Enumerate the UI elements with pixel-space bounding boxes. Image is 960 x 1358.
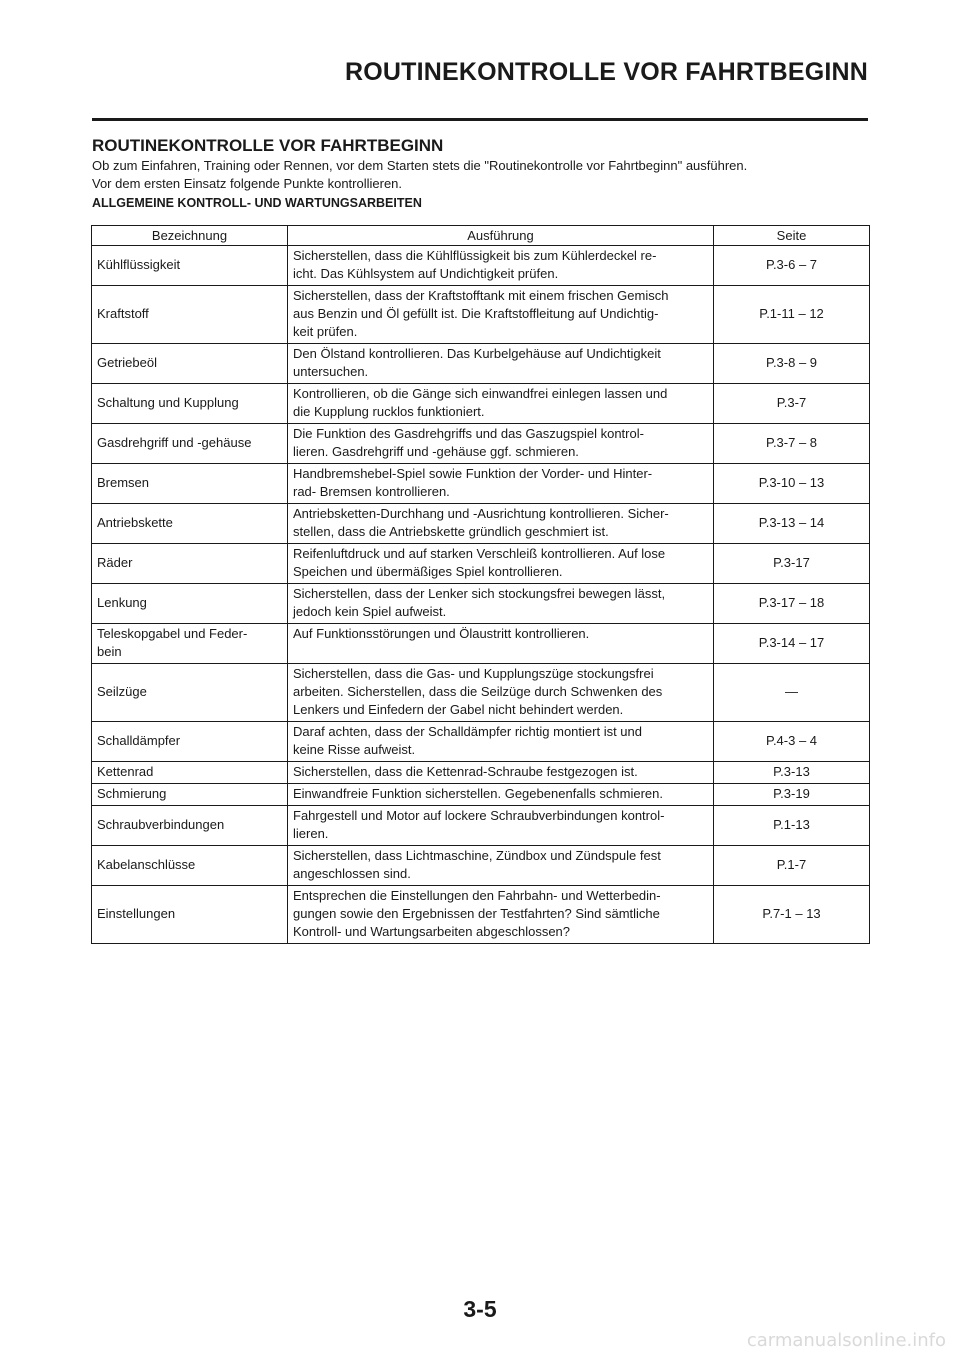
- cell-line: Antriebsketten-Durchhang und -Ausrichtung kontrollieren. Sicher-: [293, 506, 669, 521]
- cell-line: bein: [97, 644, 122, 659]
- cell-line: die Kupplung rucklos funktioniert.: [293, 404, 485, 419]
- cell-line: Speichen und übermäßiges Spiel kontrollieren.: [293, 564, 563, 579]
- cell-line: Sicherstellen, dass der Lenker sich stockungsfrei bewegen lässt,: [293, 586, 666, 601]
- table-row: [92, 722, 870, 762]
- cell-ausfuehrung: [288, 464, 714, 504]
- cell-seite: P.1-13: [714, 806, 870, 846]
- table-row: [92, 286, 870, 344]
- cell-line: Schaltung und Kupplung: [97, 395, 239, 410]
- cell-seite: P.1-11 – 12: [714, 286, 870, 344]
- cell-line: Fahrgestell und Motor auf lockere Schraubverbindungen kontrol-: [293, 808, 665, 823]
- intro-text: [92, 157, 868, 193]
- maintenance-table: [91, 225, 870, 944]
- cell-line: Daraf achten, dass der Schalldämpfer richtig montiert ist und: [293, 724, 643, 739]
- intro-line: Ob zum Einfahren, Training oder Rennen, vor dem Starten stets die "Routinekontrolle vor Fahrtbeginn" ausführen.: [92, 158, 748, 173]
- table-row: [92, 806, 870, 846]
- cell-line: Sicherstellen, dass die Gas- und Kupplungszüge stockungsfrei: [293, 666, 654, 681]
- column-header-seite: Seite: [714, 226, 870, 246]
- table-row: [92, 784, 870, 806]
- cell-line: Reifenluftdruck und auf starken Verschleiß kontrollieren. Auf lose: [293, 546, 666, 561]
- cell-line: Seilzüge: [97, 684, 147, 699]
- cell-line: Getriebeöl: [97, 355, 157, 370]
- cell-ausfuehrung: [288, 722, 714, 762]
- cell-seite: P.3-19: [714, 784, 870, 806]
- cell-line: lieren. Gasdrehgriff und -gehäuse ggf. schmieren.: [293, 444, 579, 459]
- cell-seite: P.3-8 – 9: [714, 344, 870, 384]
- watermark: carmanualsonline.info: [746, 1330, 946, 1351]
- cell-line: Sicherstellen, dass die Kettenrad-Schraube festgezogen ist.: [293, 764, 638, 779]
- cell-line: keine Risse aufweist.: [293, 742, 416, 757]
- cell-seite: —: [714, 664, 870, 722]
- cell-line: jedoch kein Spiel aufweist.: [293, 604, 447, 619]
- cell-line: Sicherstellen, dass Lichtmaschine, Zündbox und Zündspule fest: [293, 848, 661, 863]
- table-header-row: [92, 226, 870, 246]
- cell-bezeichnung: [92, 584, 288, 624]
- table-row: [92, 344, 870, 384]
- page-number: 3-5: [463, 1296, 497, 1322]
- cell-line: Kontroll- und Wartungsarbeiten abgeschlossen?: [293, 924, 571, 939]
- cell-line: rad- Bremsen kontrollieren.: [293, 484, 450, 499]
- cell-line: Schalldämpfer: [97, 733, 181, 748]
- cell-line: Handbremshebel-Spiel sowie Funktion der Vorder- und Hinter-: [293, 466, 653, 481]
- cell-seite: P.3-17 – 18: [714, 584, 870, 624]
- cell-line: untersuchen.: [293, 364, 369, 379]
- cell-line: Die Funktion des Gasdrehgriffs und das Gaszugspiel kontrol-: [293, 426, 644, 441]
- cell-line: Einwandfreie Funktion sicherstellen. Gegebenenfalls schmieren.: [293, 786, 663, 801]
- cell-line: arbeiten. Sicherstellen, dass die Seilzüge durch Schwenken des: [293, 684, 663, 699]
- cell-ausfuehrung: [288, 504, 714, 544]
- cell-bezeichnung: [92, 286, 288, 344]
- cell-line: Kettenrad: [97, 764, 154, 779]
- cell-bezeichnung: [92, 886, 288, 944]
- cell-line: icht. Das Kühlsystem auf Undichtigkeit prüfen.: [293, 266, 559, 281]
- cell-bezeichnung: [92, 664, 288, 722]
- cell-line: Räder: [97, 555, 133, 570]
- cell-bezeichnung: [92, 504, 288, 544]
- header-divider: [92, 118, 868, 121]
- cell-line: Kraftstoff: [97, 306, 149, 321]
- cell-ausfuehrung: [288, 246, 714, 286]
- subsection-title: ALLGEMEINE KONTROLL- UND WARTUNGSARBEITEN: [92, 196, 422, 210]
- cell-bezeichnung: [92, 424, 288, 464]
- cell-ausfuehrung: [288, 846, 714, 886]
- table-row: [92, 664, 870, 722]
- cell-line: Einstellungen: [97, 906, 176, 921]
- cell-seite: P.3-10 – 13: [714, 464, 870, 504]
- cell-line: Sicherstellen, dass der Kraftstofftank mit einem frischen Gemisch: [293, 288, 669, 303]
- table-row: [92, 504, 870, 544]
- cell-line: aus Benzin und Öl gefüllt ist. Die Kraftstoffleitung auf Undichtig-: [293, 306, 659, 321]
- cell-seite: P.7-1 – 13: [714, 886, 870, 944]
- page-header-title: ROUTINEKONTROLLE VOR FAHRTBEGINN: [344, 58, 868, 86]
- intro-line: Vor dem ersten Einsatz folgende Punkte kontrollieren.: [92, 176, 403, 191]
- cell-ausfuehrung: [288, 584, 714, 624]
- table-body: [92, 246, 870, 944]
- cell-ausfuehrung: [288, 664, 714, 722]
- table-row: [92, 384, 870, 424]
- cell-seite: P.3-13 – 14: [714, 504, 870, 544]
- cell-ausfuehrung: [288, 344, 714, 384]
- cell-line: keit prüfen.: [293, 324, 358, 339]
- cell-bezeichnung: [92, 762, 288, 784]
- cell-ausfuehrung: [288, 762, 714, 784]
- cell-seite: P.1-7: [714, 846, 870, 886]
- cell-ausfuehrung: [288, 624, 714, 664]
- table-row: [92, 762, 870, 784]
- cell-line: Schmierung: [97, 786, 167, 801]
- cell-line: Kontrollieren, ob die Gänge sich einwandfrei einlegen lassen und: [293, 386, 668, 401]
- cell-line: stellen, dass die Antriebskette gründlich geschmiert ist.: [293, 524, 609, 539]
- cell-bezeichnung: [92, 246, 288, 286]
- cell-line: Kühlflüssigkeit: [97, 257, 181, 272]
- cell-bezeichnung: [92, 464, 288, 504]
- cell-line: Antriebskette: [97, 515, 173, 530]
- cell-seite: P.3-7: [714, 384, 870, 424]
- cell-bezeichnung: [92, 846, 288, 886]
- cell-line: Lenkung: [97, 595, 147, 610]
- section-title: ROUTINEKONTROLLE VOR FAHRTBEGINN: [92, 136, 444, 155]
- cell-line: Entsprechen die Einstellungen den Fahrbahn- und Wetterbedin-: [293, 888, 661, 903]
- cell-ausfuehrung: [288, 886, 714, 944]
- table-row: [92, 424, 870, 464]
- cell-bezeichnung: [92, 544, 288, 584]
- cell-line: gungen sowie den Ergebnissen der Testfahrten? Sind sämtliche: [293, 906, 660, 921]
- cell-line: Kabelanschlüsse: [97, 857, 196, 872]
- table-row: [92, 886, 870, 944]
- cell-ausfuehrung: [288, 384, 714, 424]
- cell-bezeichnung: [92, 384, 288, 424]
- table-row: [92, 246, 870, 286]
- cell-seite: P.4-3 – 4: [714, 722, 870, 762]
- cell-ausfuehrung: [288, 286, 714, 344]
- table-row: [92, 624, 870, 664]
- cell-seite: P.3-7 – 8: [714, 424, 870, 464]
- cell-line: Gasdrehgriff und -gehäuse: [97, 435, 252, 450]
- table-row: [92, 846, 870, 886]
- cell-line: Schraubverbindungen: [97, 817, 225, 832]
- cell-line: Bremsen: [97, 475, 150, 490]
- cell-ausfuehrung: [288, 806, 714, 846]
- cell-bezeichnung: [92, 722, 288, 762]
- cell-seite: P.3-17: [714, 544, 870, 584]
- cell-line: Den Ölstand kontrollieren. Das Kurbelgehäuse auf Undichtigkeit: [293, 346, 661, 361]
- cell-line: lieren.: [293, 826, 329, 841]
- cell-ausfuehrung: [288, 784, 714, 806]
- cell-seite: P.3-14 – 17: [714, 624, 870, 664]
- cell-bezeichnung: [92, 344, 288, 384]
- column-header-bezeichnung: Bezeichnung: [92, 226, 288, 246]
- cell-seite: P.3-6 – 7: [714, 246, 870, 286]
- cell-bezeichnung: [92, 624, 288, 664]
- cell-seite: P.3-13: [714, 762, 870, 784]
- column-header-ausfuehrung: Ausführung: [288, 226, 714, 246]
- table-row: [92, 544, 870, 584]
- cell-bezeichnung: [92, 784, 288, 806]
- cell-line: Sicherstellen, dass die Kühlflüssigkeit bis zum Kühlerdeckel re-: [293, 248, 657, 263]
- table-row: [92, 464, 870, 504]
- cell-ausfuehrung: [288, 424, 714, 464]
- cell-ausfuehrung: [288, 544, 714, 584]
- cell-line: Auf Funktionsstörungen und Ölaustritt kontrollieren.: [293, 626, 590, 641]
- cell-line: Lenkers und Einfedern der Gabel nicht behindert werden.: [293, 702, 624, 717]
- cell-line: angeschlossen sind.: [293, 866, 411, 881]
- cell-bezeichnung: [92, 806, 288, 846]
- cell-line: Teleskopgabel und Feder-: [97, 626, 248, 641]
- table-row: [92, 584, 870, 624]
